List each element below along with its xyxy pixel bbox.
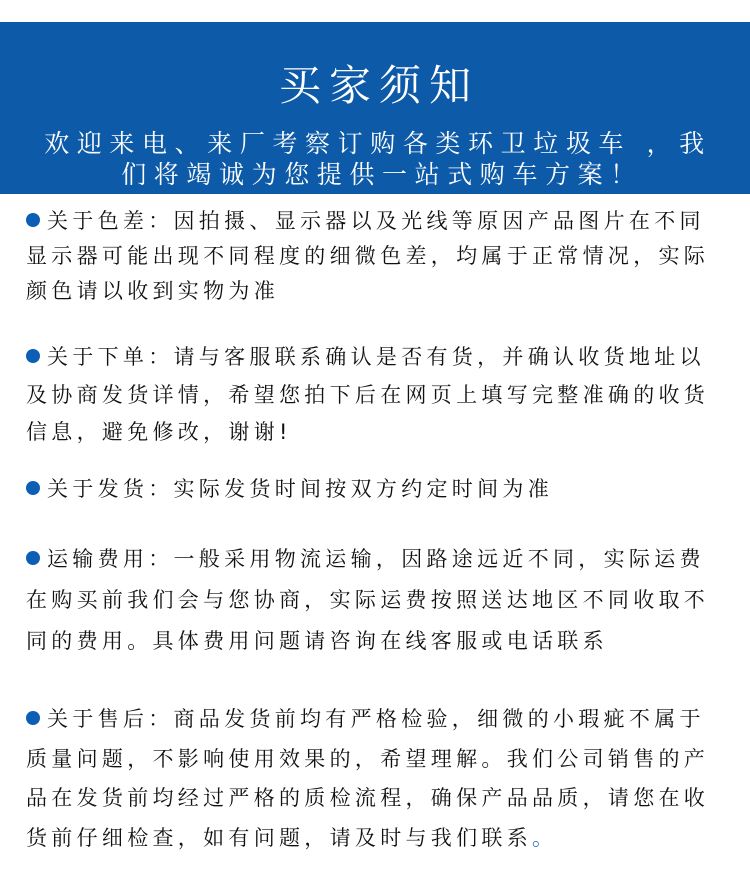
bullet-icon [26, 213, 40, 227]
notice-shipping [26, 471, 736, 507]
notice-ordering [26, 339, 736, 452]
notice-text: 关于下单：请与客服联系确认是否有货，并确认收货地址以 [47, 345, 705, 369]
notice-text: 运输费用：一般采用物流运输，因路途远近不同，实际运费 [47, 547, 705, 571]
notice-text: 关于售后：商品发货前均有严格检验，细微的小瑕疵不属于 [47, 707, 705, 731]
notice-line [26, 700, 736, 740]
banner-subtitle-line-1: 欢迎来电、来厂考察订购各类环卫垃圾车 ，我 [44, 129, 712, 158]
header-banner [0, 22, 750, 194]
notice-line [26, 471, 736, 507]
notice-line: 显示器可能出现不同程度的细微色差，均属于正常情况，实际 [26, 244, 710, 268]
trailing-period: 。 [532, 825, 558, 850]
notice-line: 品在发货前均经过严格的质检流程，确保产品品质，请您在收 [26, 786, 710, 810]
notice-line: 质量问题，不影响使用效果的，希望理解。我们公司销售的产 [26, 746, 710, 771]
notice-line: 颜色请以收到实物为准 [26, 279, 279, 303]
notice-text: 关于发货：实际发货时间按双方约定时间为准 [47, 477, 553, 501]
notice-text: 货前仔细检查，如有问题，请及时与我们联系 [26, 825, 532, 850]
bullet-icon [26, 349, 40, 363]
notice-line [26, 204, 736, 239]
notice-freight-cost [26, 539, 736, 662]
notice-line [26, 539, 736, 580]
notice-line [26, 339, 736, 377]
notice-after-sales [26, 700, 736, 858]
notice-color-difference [26, 204, 736, 309]
banner-subtitle-line-2: 们将竭诚为您提供一站式购车方案！ [121, 160, 643, 189]
notice-line: 及协商发货详情，希望您拍下后在网页上填写完整准确的收货 [26, 382, 710, 407]
bullet-icon [26, 481, 40, 495]
notice-text: 关于色差：因拍摄、显示器以及光线等原因产品图片在不同 [47, 209, 705, 233]
notice-line: 同的费用。具体费用问题请咨询在线客服或电话联系 [26, 629, 608, 653]
page-title: 买家须知 [278, 61, 479, 110]
notice-line: 信息，避免修改，谢谢! [26, 420, 292, 444]
bullet-icon [26, 711, 40, 725]
notice-line [26, 819, 736, 859]
notice-line: 在购买前我们会与您协商，实际运费按照送达地区不同收取不 [26, 588, 710, 612]
bullet-icon [26, 551, 40, 565]
